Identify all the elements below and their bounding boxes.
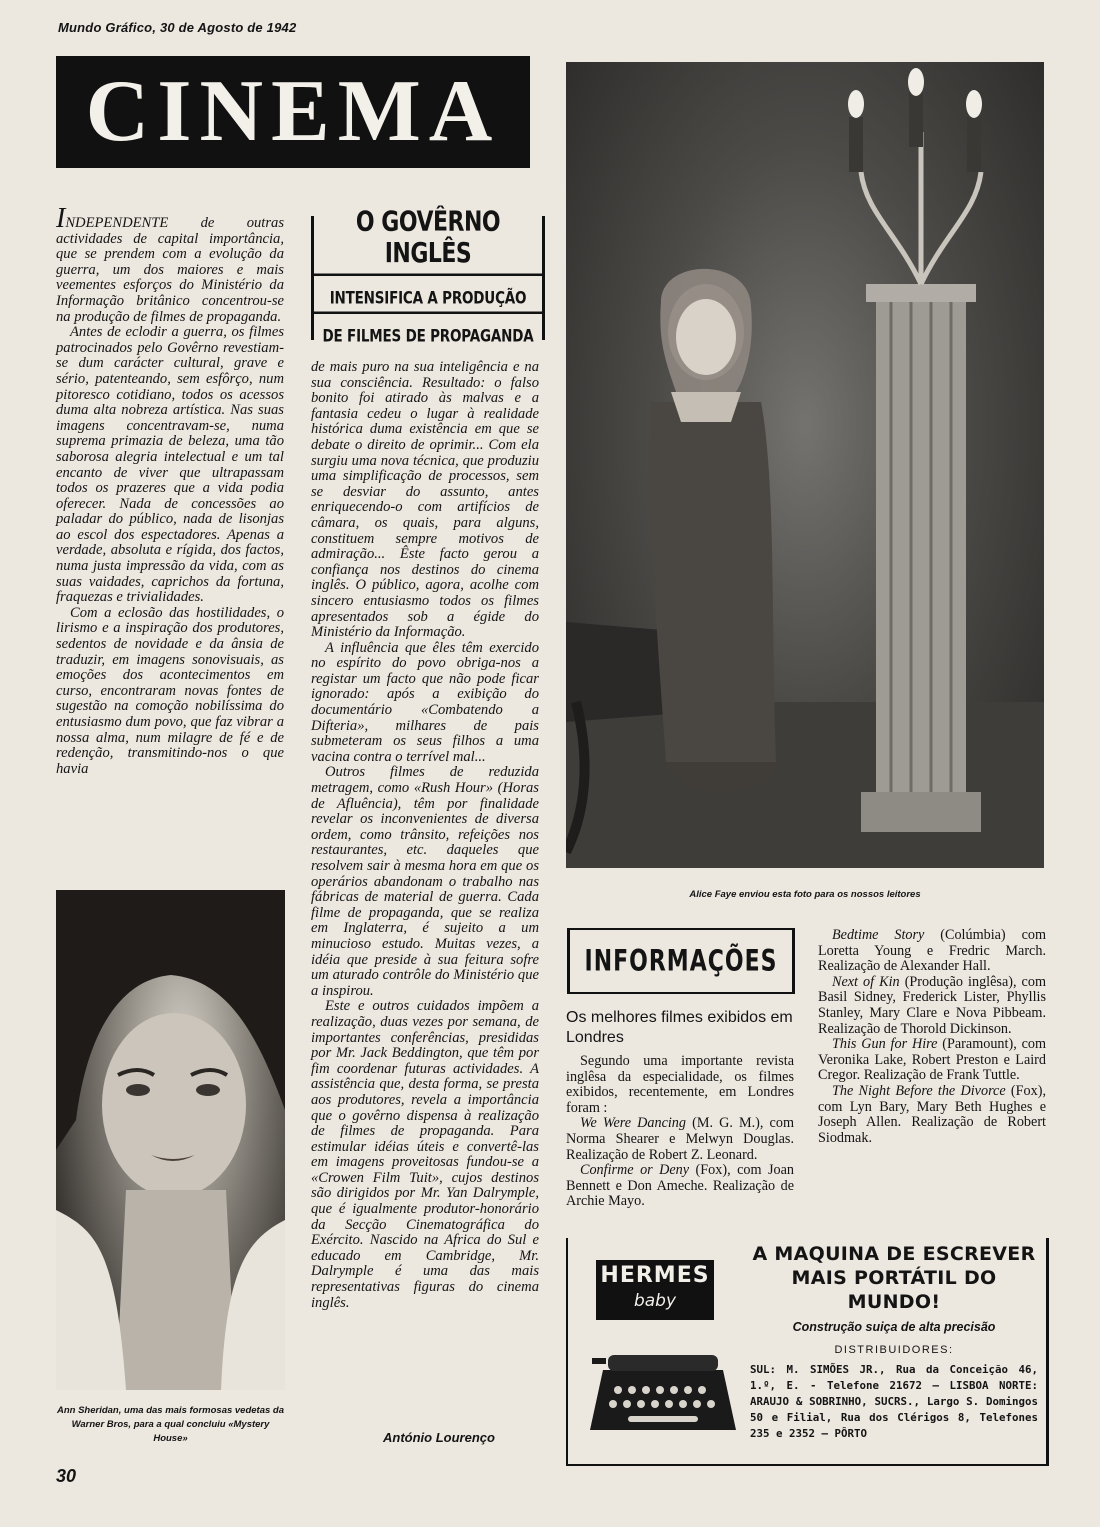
advert-title-line-2: MAIS PORTÁTIL DO MUNDO!	[791, 1267, 997, 1313]
headline-line-1: O GOVÊRNO INGLÊS	[355, 206, 501, 270]
film-title: Confirme or Deny	[580, 1162, 690, 1179]
article-paragraph: Com a eclosão das hostilidades, o lirismo e a inspiração dos produtores, sedentos de novidade e da ânsia de traduzir, em imagens sonovisuais, as emoções dos acontecimentos em curso, encontraram novas fontes de sugestão na comoção nobilíssima do entusiasmo dum povo, que faz vibrar a nossa alma, num milagre de fé e de redenção, transmitindo-nos o que havia	[56, 604, 284, 777]
article-headline	[311, 206, 545, 347]
studio-scene-illustration	[566, 62, 1044, 868]
film-entry	[818, 928, 1046, 975]
typewriter-advertisement	[566, 1238, 1049, 1466]
info-section-title-box	[567, 928, 795, 994]
film-title: The Night Before the Divorce	[832, 1082, 1006, 1099]
publication-line: Mundo Gráfico, 30 de Agosto de 1942	[58, 20, 297, 35]
info-section-title: INFORMAÇÕES	[584, 944, 778, 978]
film-details: (Produção inglêsa), com Basil Sidney, Frederick Lister, Phyllis Stanley, Mary Clare e Nova Pibbeam. Realização de Thorold Dickinson.	[818, 973, 1046, 1037]
article-column-1	[56, 203, 284, 777]
film-title: Bedtime Story	[832, 927, 925, 943]
article-paragraph: de mais puro na sua inteligência e na sua consciência. Resultado: o falso bonito foi atirado às malvas e a fantasia cedeu o lugar à realidade histórica duma existência em que se debate o direito de oprimir... Com ela surgiu uma nova técnica, que produziu uma simplificação de processos, sem se desviar do assunto, antes enriquecendo-o com artifícios de câmara, os quais, para alguns, constituem sempre motivos de admiração... Êste facto gerou a confiança nos destinos do cinema inglês. O público, agora, acolhe com sincero entusiasmo todos os filmes apresentados sob a égide do Ministério da Informação.	[311, 359, 539, 641]
film-entry	[818, 1037, 1046, 1084]
article-paragraph: A influência que êles têm exercido no espírito do povo obriga-nos a registar um facto que não pode ficar ignorado: após a exibição do documentário «Combatendo a Difteria», milhares de pais submeteram os seus filhos a uma vacina contra o terrível mal...	[311, 639, 539, 765]
advert-title-line-1: A MAQUINA DE ESCREVER	[752, 1243, 1036, 1265]
info-intro: Segundo uma importante revista inglêsa da especialidade, os filmes exibidos, recentemente, em Londres foram :	[566, 1053, 794, 1116]
film-entry	[566, 1163, 794, 1210]
advert-distributors-label: DISTRIBUIDORES:	[834, 1344, 954, 1356]
brand-name: HERMES	[600, 1263, 710, 1288]
film-details: (Colúmbia) com Loretta Young e Fredric March. Realização de Alexander Hall.	[818, 927, 1046, 975]
portrait-illustration	[56, 890, 285, 1390]
article-paragraph	[56, 203, 284, 325]
typewriter-icon	[588, 1330, 738, 1450]
article-paragraph: Outros filmes de reduzida metragem, como «Rush Hour» (Horas de Afluência), têm por finalidade revelar os inconvenientes de diversa ordem, como trânsito, refeições nos restaurantes, etc. daqueles que resolvem sair à mesma hora em que os operários abandonam o trabalho nas fábricas de material de guerra. Cada filme de propaganda, que se realiza em Inglaterra, é sujeito a um minucioso estudo. Muitas vezes, a idéia que preside à sua feitura sofre um aturado contrôle do Ministério que a inspirou.	[311, 764, 539, 999]
drop-cap: I	[56, 203, 66, 234]
film-title: We Were Dancing	[580, 1115, 686, 1132]
section-title: CINEMA	[85, 63, 501, 160]
advert-tagline: Construção suiça de alta precisão	[792, 1320, 996, 1334]
film-title: Next of Kin	[832, 973, 900, 990]
portrait-photo-ann-sheridan	[56, 890, 285, 1390]
film-entry	[818, 975, 1046, 1037]
brand-logo	[596, 1260, 714, 1320]
article-author: António Lourenço	[383, 1430, 495, 1445]
advert-distributor-addresses: SUL: M. SIMÕES JR., Rua da Conceição 46, 1.º, E. - Telefone 21672 — LISBOA NORTE: ARAUJO & SOBRINHO, SUCRS., Largo S. Domingos 50 e Filial, Rua dos Clérigos 8, Telefones 235 e 2352 — PÔRTO	[750, 1363, 1038, 1440]
portrait-photo-alice-faye	[566, 62, 1044, 868]
info-column-2	[818, 928, 1046, 1146]
article-text: NDEPENDENTE de outras actividades de capital importância, que se prendem com a evolução da guerra, um dos maiores e mais veementes esforços do Ministério da Informação britânico concentrou-se na produção de filmes de propaganda.	[56, 215, 284, 325]
advert-text-block	[746, 1242, 1042, 1442]
film-details: (Fox), com Joan Bennett e Don Ameche. Realização de Archie Mayo.	[566, 1162, 794, 1210]
article-paragraph: Antes de eclodir a guerra, os filmes patrocinados pelo Govêrno revestiam-se dum carácter cultural, grave e sério, patenteando, sem esfôrço, num pitoresco cotidiano, todos os acessos duma alta nobreza artística. Nas suas imagens concentravam-se, numa suprema primazia de beleza, uma tão saborosa alegria intelectual e um tal encanto de viver que ultrapassam todos os prazeres que a vida podia oferecer. Nada de concessões ao paladar do público, nada de lisonjas ao escol dos espectadores. Apenas a verdade, absoluta e rígida, dos factos, numa justa impressão da vida, com as suas vaidades, caprichos da fortuna, fraquezas e trivialidades.	[56, 324, 284, 606]
film-details: (M. G. M.), com Norma Shearer e Melwyn Douglas. Realização de Robert Z. Leonard.	[566, 1115, 794, 1163]
headline-line-3: DE FILMES DE PROPAGANDA	[314, 312, 542, 347]
film-entry	[818, 1084, 1046, 1146]
info-column-1	[566, 1054, 794, 1210]
article-column-2	[311, 360, 539, 1311]
headline-line-2: INTENSIFICA A PRODUÇÃO	[314, 274, 542, 309]
film-details: (Paramount), com Veronika Lake, Robert Preston e Laird Cregor. Realização de Frank Tuttle.	[818, 1036, 1047, 1084]
typewriter-graphic	[588, 1260, 738, 1450]
page-number: 30	[56, 1466, 77, 1486]
film-entry	[566, 1116, 794, 1163]
brand-model: baby	[633, 1291, 677, 1311]
article-paragraph: Este e outros cuidados impõem a realização, duas vezes por semana, de importantes conferências, presididas por Mr. Jack Beddington, que têm por fim coordenar futuras actividades. A assistência que, desta forma, se presta aos produtores, revela a importância que o govêrno dispensa à realização de filmes de propaganda. Para estimular idéias úteis e convertê-las em imagens proveitosas fundou-se a «Crowen Film Tuit», cujos destinos são dirigidos por Mr. Yan Dalrymple, que é igualmente produtor-honorário da Secção Cinematográfica do Exército. Nascido na Africa do Sul e educado em Cambridge, Mr. Dalrymple é uma das mais representativas figuras do cinema inglês.	[311, 998, 539, 1311]
film-details: (Fox), com Lyn Bary, Mary Beth Hughes e Joseph Allen. Realização de Robert Siodmak.	[818, 1082, 1046, 1146]
section-title-banner	[56, 56, 530, 168]
photo-caption-right: Alice Faye enviou esta foto para os nossos leitores	[689, 889, 921, 900]
film-title: This Gun for Hire	[832, 1036, 938, 1053]
info-subhead: Os melhores filmes exibidos em Londres	[566, 1009, 793, 1046]
photo-caption-left: Ann Sheridan, uma das mais formosas vedetas da Warner Bros, para a qual concluiu «Mystery House»	[56, 1405, 285, 1444]
